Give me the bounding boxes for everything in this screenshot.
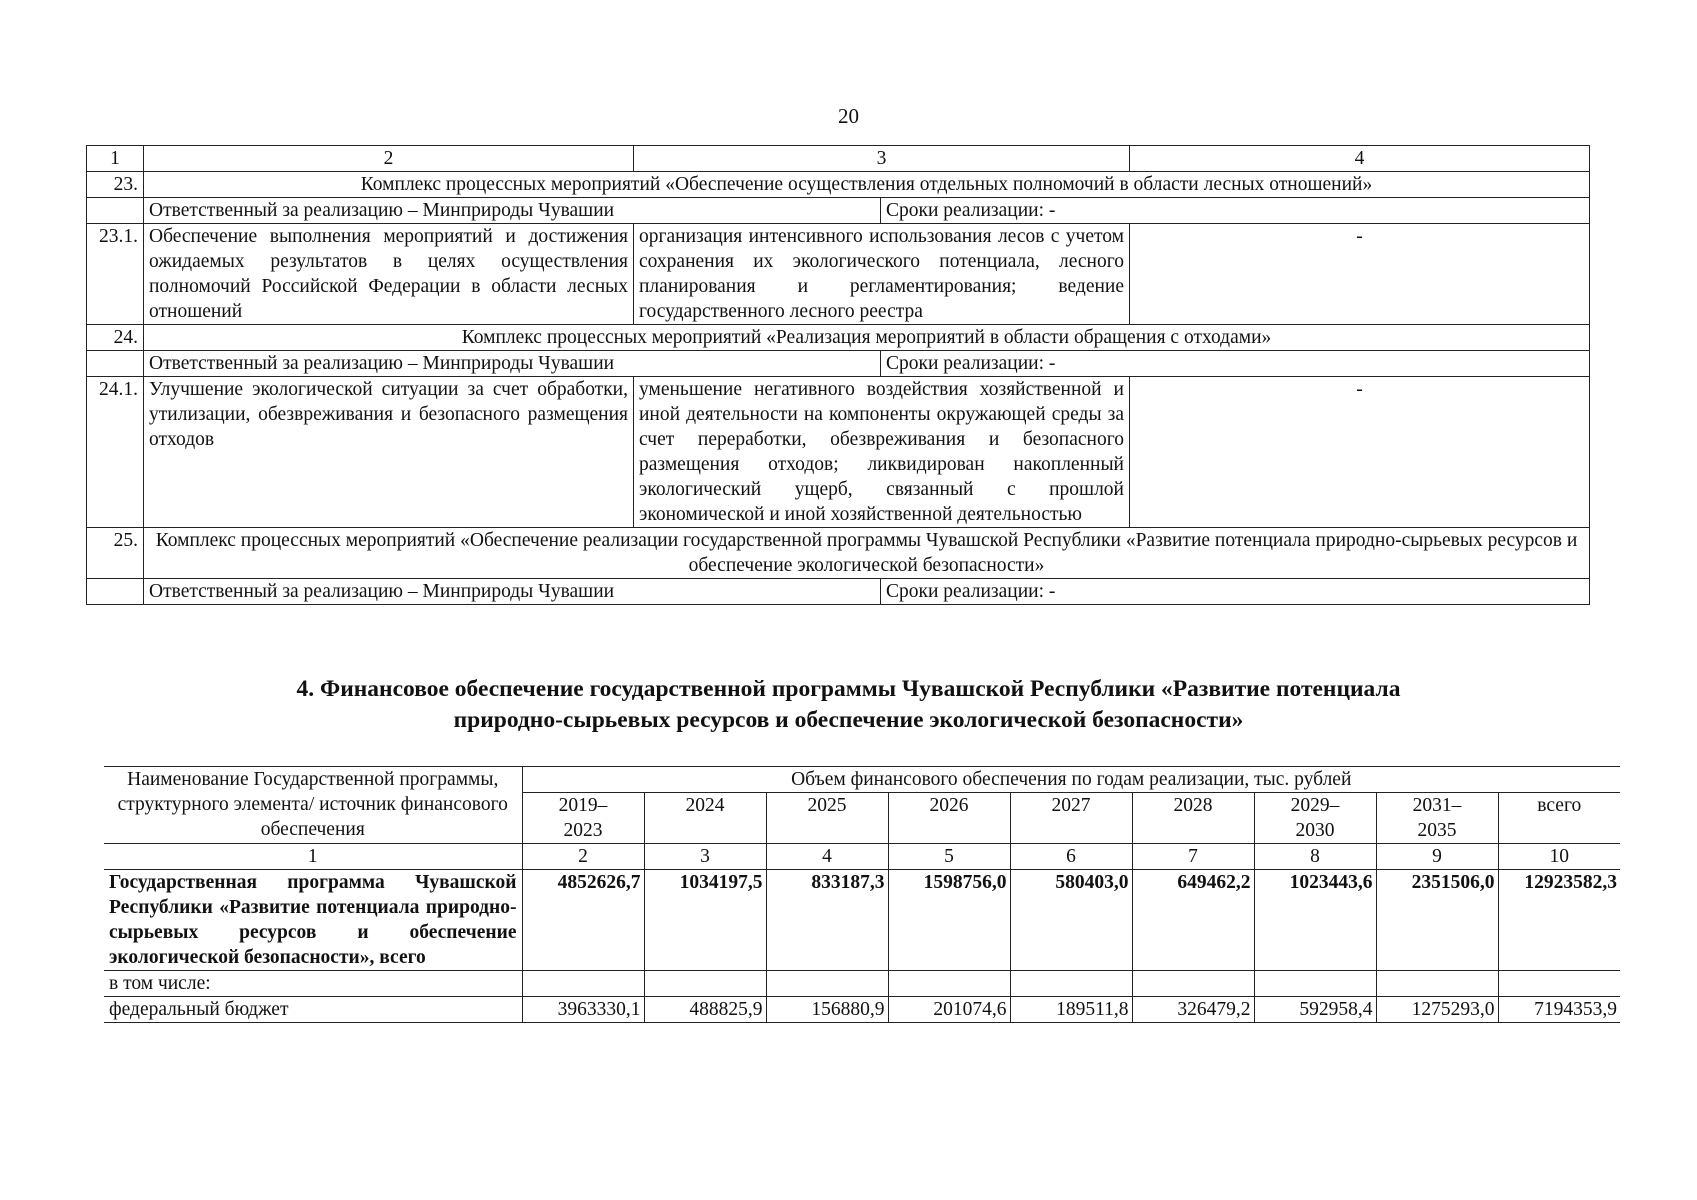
program-total: 12923582,3	[1498, 870, 1620, 971]
page-number: 20	[838, 104, 859, 128]
year-header-total: всего	[1498, 793, 1620, 844]
col-number: 7	[1132, 844, 1254, 870]
year-header: 2029– 2030	[1254, 793, 1376, 844]
task-number: 24.1.	[87, 377, 144, 528]
section-title-line-1: 4. Финансовое обеспечение государственной программы Чувашской Республики «Развитие потенциала	[296, 676, 1401, 702]
federal-value: 1275293,0	[1376, 997, 1498, 1023]
responsible-label: Ответственный за реализацию – Минприроды Чувашии	[144, 351, 881, 377]
program-value: 833187,3	[766, 870, 888, 971]
financing-header-row	[104, 767, 1620, 793]
task-result: уменьшение негативного воздействия хозяйственной и иной деятельности на компоненты окружающей среды за счет переработки, обезвреживания и безопасного размещения отходов; ликвидирован накопленный экологический ущерб, связанный с прошлой экономической и иной хозяйственной деятельностью	[634, 377, 1130, 528]
col-header-4: 4	[1130, 146, 1590, 172]
volume-header: Объем финансового обеспечения по годам реализации, тыс. рублей	[522, 767, 1620, 793]
program-row	[104, 870, 1620, 971]
federal-value: 156880,9	[766, 997, 888, 1023]
program-value: 580403,0	[1010, 870, 1132, 971]
program-value: 4852626,7	[522, 870, 644, 971]
year-header: 2025	[766, 793, 888, 844]
federal-value: 201074,6	[888, 997, 1010, 1023]
col-header-3: 3	[634, 146, 1130, 172]
col-number-row	[104, 844, 1620, 870]
responsible-row	[87, 579, 1590, 605]
row-number: 25.	[87, 528, 144, 579]
financing-table	[104, 766, 1620, 1023]
federal-value: 488825,9	[644, 997, 766, 1023]
task-col4: -	[1130, 224, 1590, 325]
year-header: 2026	[888, 793, 1010, 844]
col-number: 4	[766, 844, 888, 870]
activities-table	[86, 145, 1590, 605]
task-number: 23.1.	[87, 224, 144, 325]
year-header: 2024	[644, 793, 766, 844]
col-number: 8	[1254, 844, 1376, 870]
federal-value: 326479,2	[1132, 997, 1254, 1023]
col-number: 6	[1010, 844, 1132, 870]
year-header: 2027	[1010, 793, 1132, 844]
federal-value: 592958,4	[1254, 997, 1376, 1023]
responsible-row	[87, 351, 1590, 377]
complex-row	[87, 172, 1590, 198]
col-number: 2	[522, 844, 644, 870]
col-number: 1	[104, 844, 522, 870]
col-header-2: 2	[144, 146, 634, 172]
header-row	[87, 146, 1590, 172]
federal-value: 189511,8	[1010, 997, 1132, 1023]
federal-value: 3963330,1	[522, 997, 644, 1023]
program-value: 1034197,5	[644, 870, 766, 971]
section-title-line-2: природно-сырьевых ресурсов и обеспечение экологической безопасности»	[453, 707, 1244, 733]
responsible-label: Ответственный за реализацию – Минприроды Чувашии	[144, 198, 881, 224]
responsible-label: Ответственный за реализацию – Минприроды Чувашии	[144, 579, 881, 605]
col-number: 9	[1376, 844, 1498, 870]
complex-title: Комплекс процессных мероприятий «Обеспечение осуществления отдельных полномочий в области лесных отношений»	[144, 172, 1590, 198]
row-number: 24.	[87, 325, 144, 351]
program-value: 649462,2	[1132, 870, 1254, 971]
col-number: 5	[888, 844, 1010, 870]
deadline-label: Сроки реализации: -	[881, 579, 1590, 605]
col-number: 10	[1498, 844, 1620, 870]
section-title	[86, 674, 1611, 736]
task-row	[87, 224, 1590, 325]
col-header-1: 1	[87, 146, 144, 172]
year-header: 2019– 2023	[522, 793, 644, 844]
program-value: 1598756,0	[888, 870, 1010, 971]
complex-title: Комплекс процессных мероприятий «Реализация мероприятий в области обращения с отходами»	[144, 325, 1590, 351]
including-label: в том числе:	[104, 971, 522, 997]
program-value: 1023443,6	[1254, 870, 1376, 971]
deadline-label: Сроки реализации: -	[881, 351, 1590, 377]
federal-total: 7194353,9	[1498, 997, 1620, 1023]
name-header: Наименование Государственной программы, структурного элемента/ источник финансового обеспечения	[104, 767, 522, 844]
federal-row	[104, 997, 1620, 1023]
complex-row	[87, 528, 1590, 579]
year-header: 2031– 2035	[1376, 793, 1498, 844]
program-value: 2351506,0	[1376, 870, 1498, 971]
task-row	[87, 377, 1590, 528]
task-result: организация интенсивного использования лесов с учетом сохранения их экологического потенциала, лесного планирования и регламентирования; ведение государственного лесного реестра	[634, 224, 1130, 325]
complex-row	[87, 325, 1590, 351]
program-name: Государственная программа Чувашской Республики «Развитие потенциала природно-сырьевых ресурсов и обеспечение экологической безопасности», всего	[104, 870, 522, 971]
task-description: Улучшение экологической ситуации за счет обработки, утилизации, обезвреживания и безопасного размещения отходов	[144, 377, 634, 528]
deadline-label: Сроки реализации: -	[881, 198, 1590, 224]
responsible-row	[87, 198, 1590, 224]
row-number: 23.	[87, 172, 144, 198]
col-number: 3	[644, 844, 766, 870]
year-header: 2028	[1132, 793, 1254, 844]
complex-title: Комплекс процессных мероприятий «Обеспечение реализации государственной программы Чувашской Республики «Развитие потенциала природно-сырьевых ресурсов и обеспечение экологической безопасности»	[144, 528, 1590, 579]
task-col4: -	[1130, 377, 1590, 528]
task-description: Обеспечение выполнения мероприятий и достижения ожидаемых результатов в целях осуществления полномочий Российской Федерации в области лесных отношений	[144, 224, 634, 325]
federal-name: федеральный бюджет	[104, 997, 522, 1023]
including-row	[104, 971, 1620, 997]
